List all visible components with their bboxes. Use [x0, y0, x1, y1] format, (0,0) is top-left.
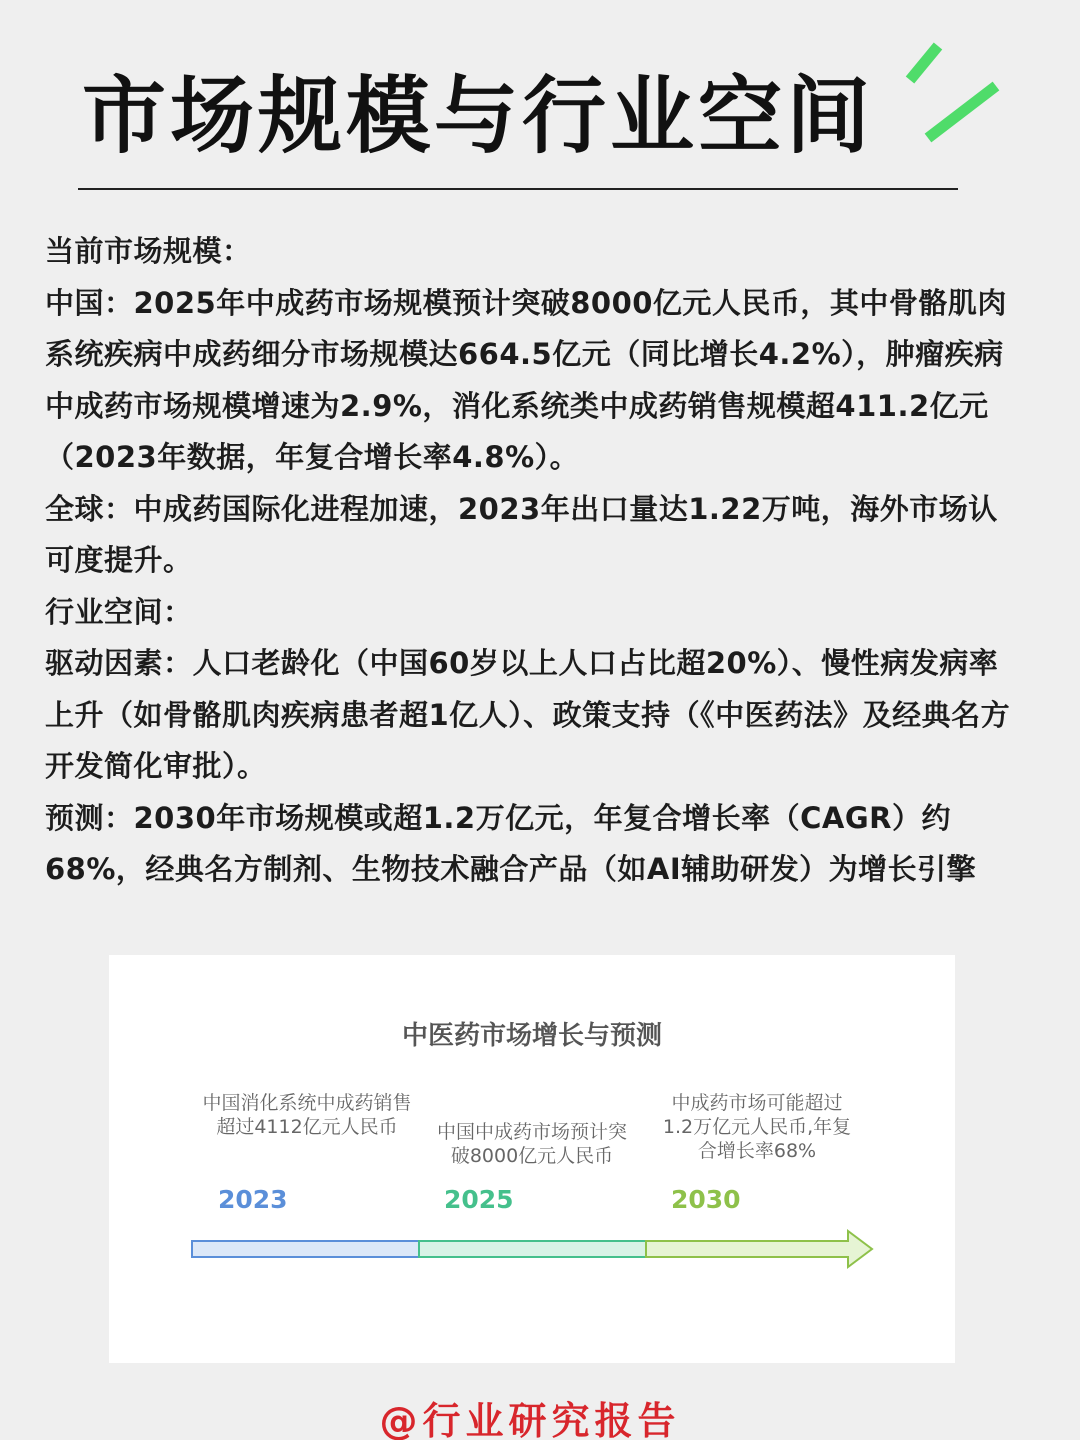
paragraph-china: 中国：2025年中成药市场规模预计突破8000亿元人民币，其中骨骼肌肉系统疾病中成药细分市场规模达664.5亿元（同比增长4.2%），肿瘤疾病中成药市场规模增速为2.9%，消化系统类中成药销售规模超411.2亿元（2023年数据，年复合增长率4.8%）。 — [45, 285, 1007, 474]
event-description-2023: 中国消化系统中成药销售超过4112亿元人民币 — [202, 1092, 412, 1138]
article-body — [45, 226, 1020, 896]
chart-title: 中医药市场增长与预测 — [401, 1021, 662, 1051]
paragraph-drivers: 驱动因素：人口老龄化（中国60岁以上人口占比超20%）、慢性病发病率上升（如骨骼肌肉疾病患者超1亿人）、政策支持（《中医药法》及经典名方开发简化审批）。 — [45, 646, 1011, 783]
timeline-arrow — [184, 1225, 884, 1275]
paragraph-global: 全球：中成药国际化进程加速，2023年出口量达1.22万吨，海外市场认可度提升。 — [45, 491, 998, 577]
accent-stroke-long — [928, 86, 996, 138]
page-title: 市场规模与行业空间 — [82, 67, 875, 165]
timeline-chart — [109, 955, 955, 1363]
accent-stroke-short — [910, 46, 938, 80]
event-description-2030: 中成药市场可能超过1.2万亿元人民币,年复合增长率68% — [662, 1092, 852, 1162]
title-divider — [78, 188, 958, 190]
year-label-2030: 2030 — [671, 1185, 741, 1214]
section-heading-current: 当前市场规模： — [45, 234, 252, 268]
timeline-arrow-head-2030 — [646, 1231, 872, 1267]
accent-strokes-icon — [900, 40, 1010, 150]
timeline-segment-2025 — [419, 1241, 646, 1257]
timeline-segment-2023 — [192, 1241, 419, 1257]
section-heading-industry: 行业空间： — [45, 594, 193, 629]
footer-handle: @行业研究报告 — [379, 1399, 681, 1440]
year-label-2023: 2023 — [218, 1185, 288, 1214]
event-description-2025: 中国中成药市场预计突破8000亿元人民币 — [436, 1121, 627, 1167]
year-label-2025: 2025 — [444, 1185, 514, 1214]
paragraph-forecast: 预测：2030年市场规模或超1.2万亿元，年复合增长率（CAGR）约68%，经典名方制剂、生物技术融合产品（如AI辅助研发）为增长引擎 — [45, 800, 977, 886]
